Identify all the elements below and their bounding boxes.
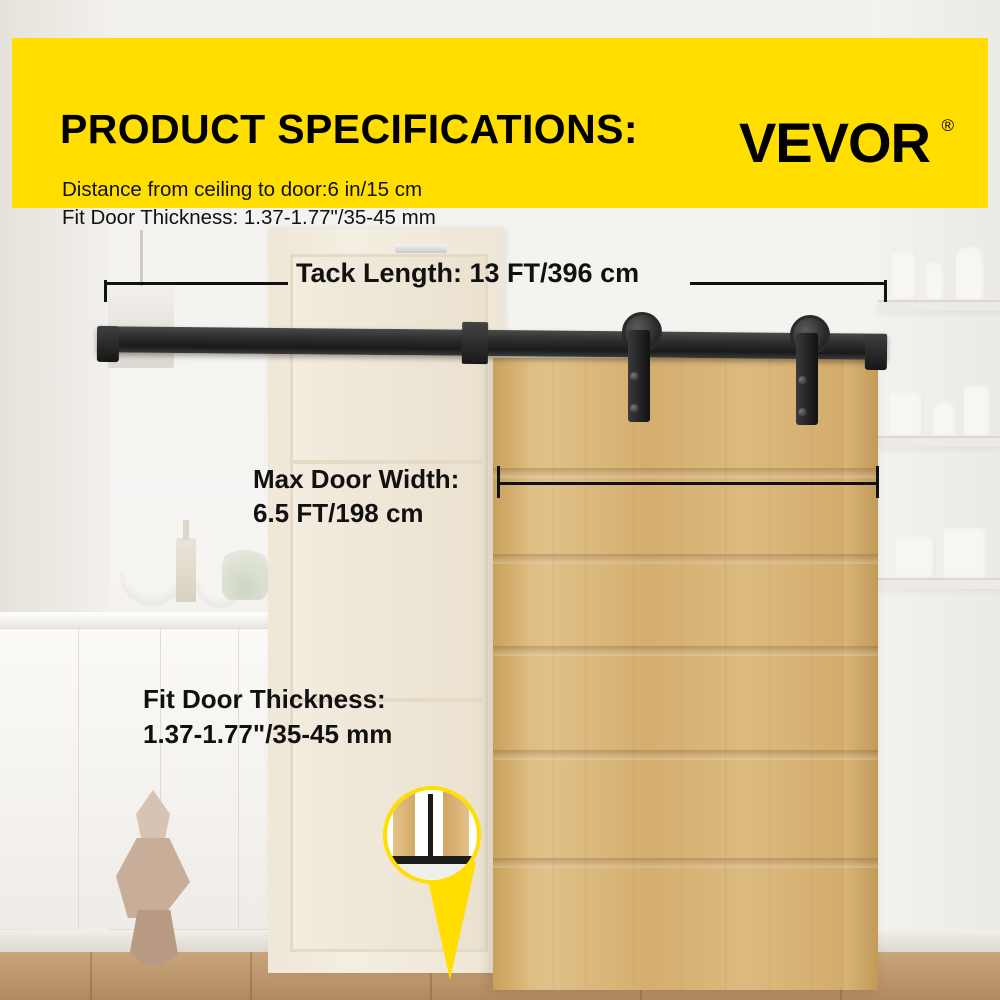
door-thickness-callout [383,786,481,884]
spec-door-thickness: Fit Door Thickness: 1.37-1.77"/35-45 mm [62,206,436,229]
shelf-object [926,262,946,300]
potted-plant [222,540,268,600]
track-end-cap-left [97,326,119,362]
door-frame-left [493,358,527,990]
shelf-object [964,386,992,436]
shelf-object [896,536,936,578]
door-panel-seam [493,858,878,868]
shelf-middle [878,436,1000,447]
door-frame-right [844,358,878,990]
max-door-width-label: Max Door Width: 6.5 FT/198 cm [253,464,460,528]
pendant-light-rod [140,230,143,290]
spec-ceiling-distance: Distance from ceiling to door:6 in/15 cm [62,178,423,201]
mounting-bolt [798,408,807,417]
shelf-object [890,392,924,436]
door-panel-seam [493,646,878,656]
kitchen-counter [0,612,300,628]
decorative-vase [110,790,196,965]
mounting-bolt [630,372,639,381]
spec-banner [12,38,988,229]
track-length-label: Tack Length: 13 FT/396 cm [296,258,640,288]
shelf-object [892,252,918,300]
door-panel-seam [493,750,878,760]
fit-door-thickness-label: Fit Door Thickness: 1.37-1.77"/35-45 mm [143,684,393,749]
left-door-handle [395,244,447,253]
bowl [120,572,184,606]
callout-floor-surface [391,864,475,880]
shelf-bottom [878,578,1000,589]
shelf-object [956,246,986,300]
shelf-top [878,300,1000,311]
mounting-bolt [798,376,807,385]
shelf-object [944,528,988,578]
door-panel-seam [493,554,878,564]
wooden-barn-door [493,358,878,990]
bottle-neck [183,520,189,540]
page-title: PRODUCT SPECIFICATIONS: [60,106,638,152]
track-splice-joint [462,322,488,364]
registered-trademark-icon: ® [941,116,954,135]
callout-floor-guide [428,794,433,858]
shelf-object [934,400,958,436]
bottle [176,538,196,602]
door-panel-seam [493,468,878,478]
track-end-cap-right [865,334,887,370]
brand-logo: VEVOR [738,111,930,174]
callout-floor-track [391,856,475,864]
mounting-bolt [630,404,639,413]
